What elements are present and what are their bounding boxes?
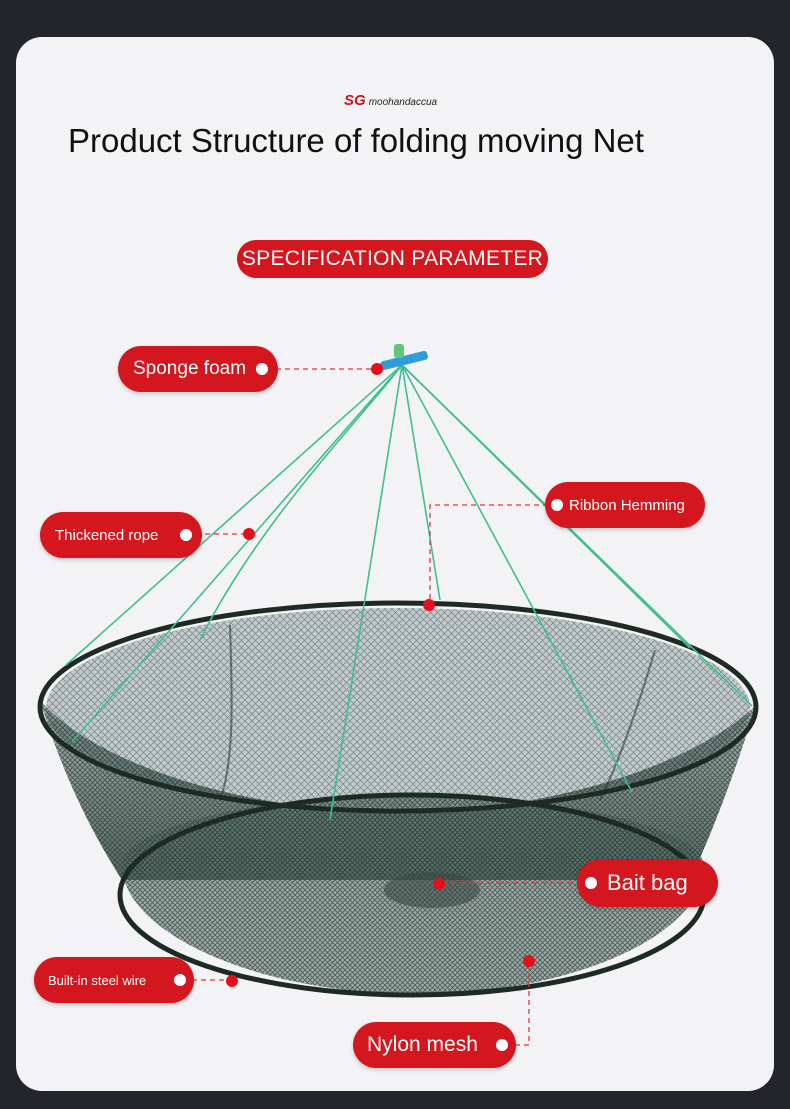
callout-sponge-foam-label: Sponge foam (133, 358, 247, 379)
brand-name: moohandaccua (368, 97, 438, 108)
callout-thickened-rope-label: Thickened rope (55, 526, 159, 544)
callout-dot (174, 974, 186, 986)
nylon-mesh-target (523, 955, 535, 967)
callout-nylon-mesh-label: Nylon mesh (367, 1033, 478, 1056)
thickened-rope-target (243, 528, 255, 540)
callout-steel-wire (34, 957, 194, 1003)
callout-ribbon-hemming-label: Ribbon Hemming (569, 496, 685, 514)
callout-dot (585, 877, 597, 889)
callout-sponge-foam (118, 346, 278, 392)
callout-bait-bag-label: Bait bag (607, 870, 688, 895)
callout-ribbon-hemming (545, 482, 705, 528)
ribbon-hemming-target (423, 599, 435, 611)
bait-bag-shape (384, 872, 480, 908)
callout-dot (180, 529, 192, 541)
spec-parameter-badge: SPECIFICATION PARAMETER (237, 240, 548, 278)
callout-dot (496, 1039, 508, 1051)
page-title: Product Structure of folding moving Net (68, 122, 644, 159)
callout-nylon-mesh (353, 1022, 516, 1068)
callout-dot (256, 363, 268, 375)
bait-bag-target (433, 878, 445, 890)
callout-bait-bag (577, 859, 718, 907)
sponge-foam-target (371, 363, 383, 375)
brand-mark: SG (344, 92, 366, 109)
callout-thickened-rope (40, 512, 202, 558)
callout-dot (551, 499, 563, 511)
steel-wire-target (226, 975, 238, 987)
callout-steel-wire-label: Built-in steel wire (48, 972, 147, 988)
